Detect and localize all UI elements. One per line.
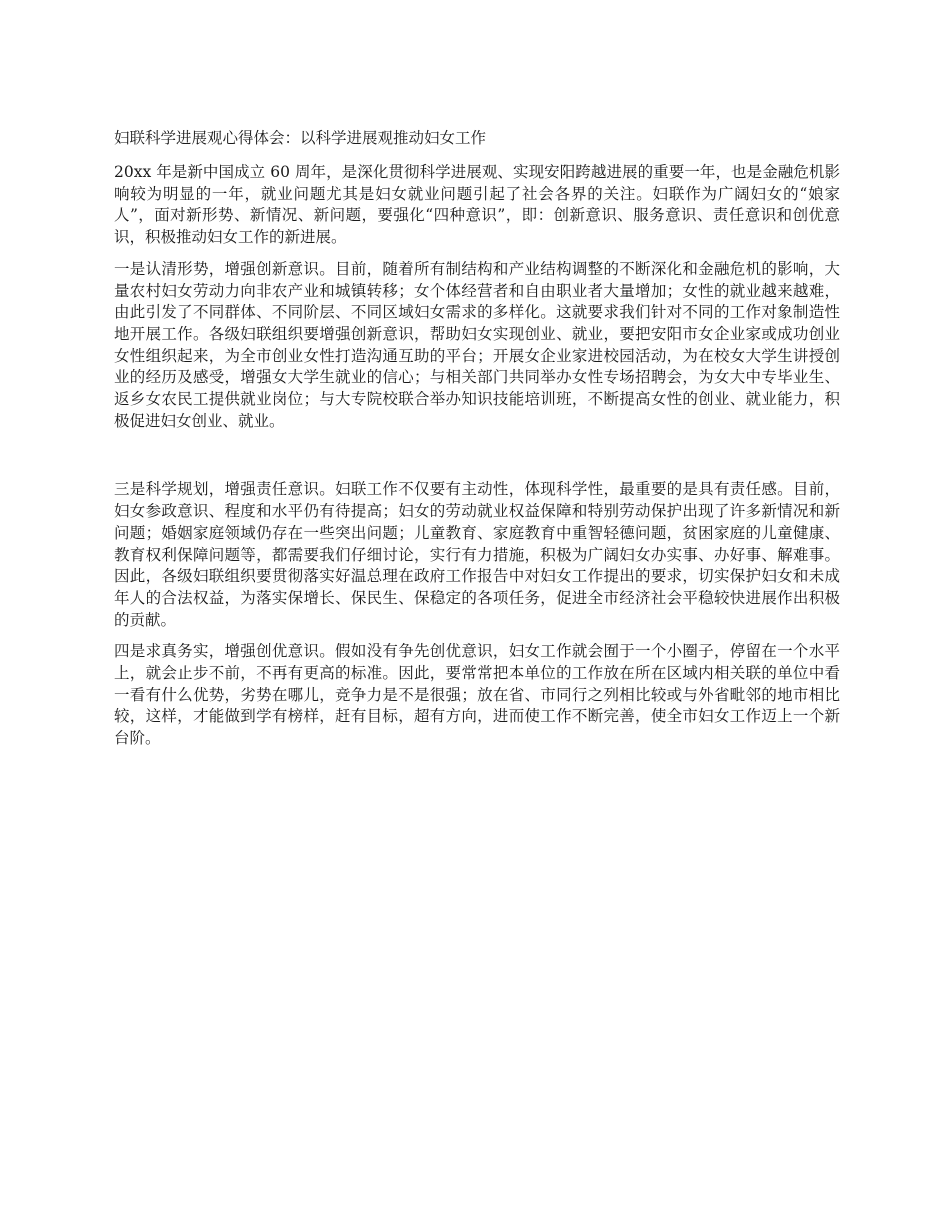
paragraph-gap <box>114 442 840 479</box>
paragraph-innovation: 一是认清形势，增强创新意识。目前，随着所有制结构和产业结构调整的不断深化和金融危机的影响，大量农村妇女劳动力向非农产业和城镇转移；女个体经营者和自由职业者大量增加；女性的就业越来越难，由此引发了不同群体、不同阶层、不同区域妇女需求的多样化。这就要求我们针对不同的工作对象制造性地开展工作。各级妇联组织要增强创新意识，帮助妇女实现创业、就业，要把安阳市女企业家或成功创业女性组织起来，为全市创业女性打造沟通互助的平台；开展女企业家进校园活动，为在校女大学生讲授创业的经历及感受，增强女大学生就业的信心；与相关部门共同举办女性专场招聘会，为女大中专毕业生、返乡女农民工提供就业岗位；与大专院校联合举办知识技能培训班，不断提高女性的创业、就业能力，积极促进妇女创业、就业。 <box>114 259 840 430</box>
paragraph-excellence: 四是求真务实，增强创优意识。假如没有争先创优意识，妇女工作就会囿于一个小圈子，停留在一个水平上，就会止步不前，不再有更高的标准。因此，要常常把本单位的工作放在所在区域内相关联的单位中看一看有什么优势，劣势在哪儿，竞争力是不是很强；放在省、市同行之列相比较或与外省毗邻的地市相比较，这样，才能做到学有榜样，赶有目标，超有方向，进而使工作不断完善，使全市妇女工作迈上一个新台阶。 <box>114 642 840 748</box>
paragraph-intro: 20xx 年是新中国成立 60 周年，是深化贯彻科学进展观、实现安阳跨越进展的重要一年，也是金融危机影响较为明显的一年，就业问题尤其是妇女就业问题引起了社会各界的关注。妇联作为广阔妇女的“娘家人”，面对新形势、新情况、新问题，要强化“四种意识”，即：创新意识、服务意识、责任意识和创优意识，积极推动妇女工作的新进展。 <box>114 163 840 247</box>
document-title: 妇联科学进展观心得体会：以科学进展观推动妇女工作 <box>114 129 487 147</box>
document-page <box>114 127 840 760</box>
paragraph-responsibility: 三是科学规划，增强责任意识。妇联工作不仅要有主动性，体现科学性，最重要的是具有责任感。目前，妇女参政意识、程度和水平仍有待提高；妇女的劳动就业权益保障和特别劳动保护出现了许多新情况和新问题；婚姻家庭领域仍存在一些突出问题；儿童教育、家庭教育中重智轻德问题，贫困家庭的儿童健康、教育权利保障问题等，都需要我们仔细讨论，实行有力措施，积极为广阔妇女办实事、办好事、解难事。因此，各级妇联组织要贯彻落实好温总理在政府工作报告中对妇女工作提出的要求，切实保护妇女和未成年人的合法权益，为落实保增长、保民生、保稳定的各项任务，促进全市经济社会平稳较快进展作出积极的贡献。 <box>114 480 840 629</box>
